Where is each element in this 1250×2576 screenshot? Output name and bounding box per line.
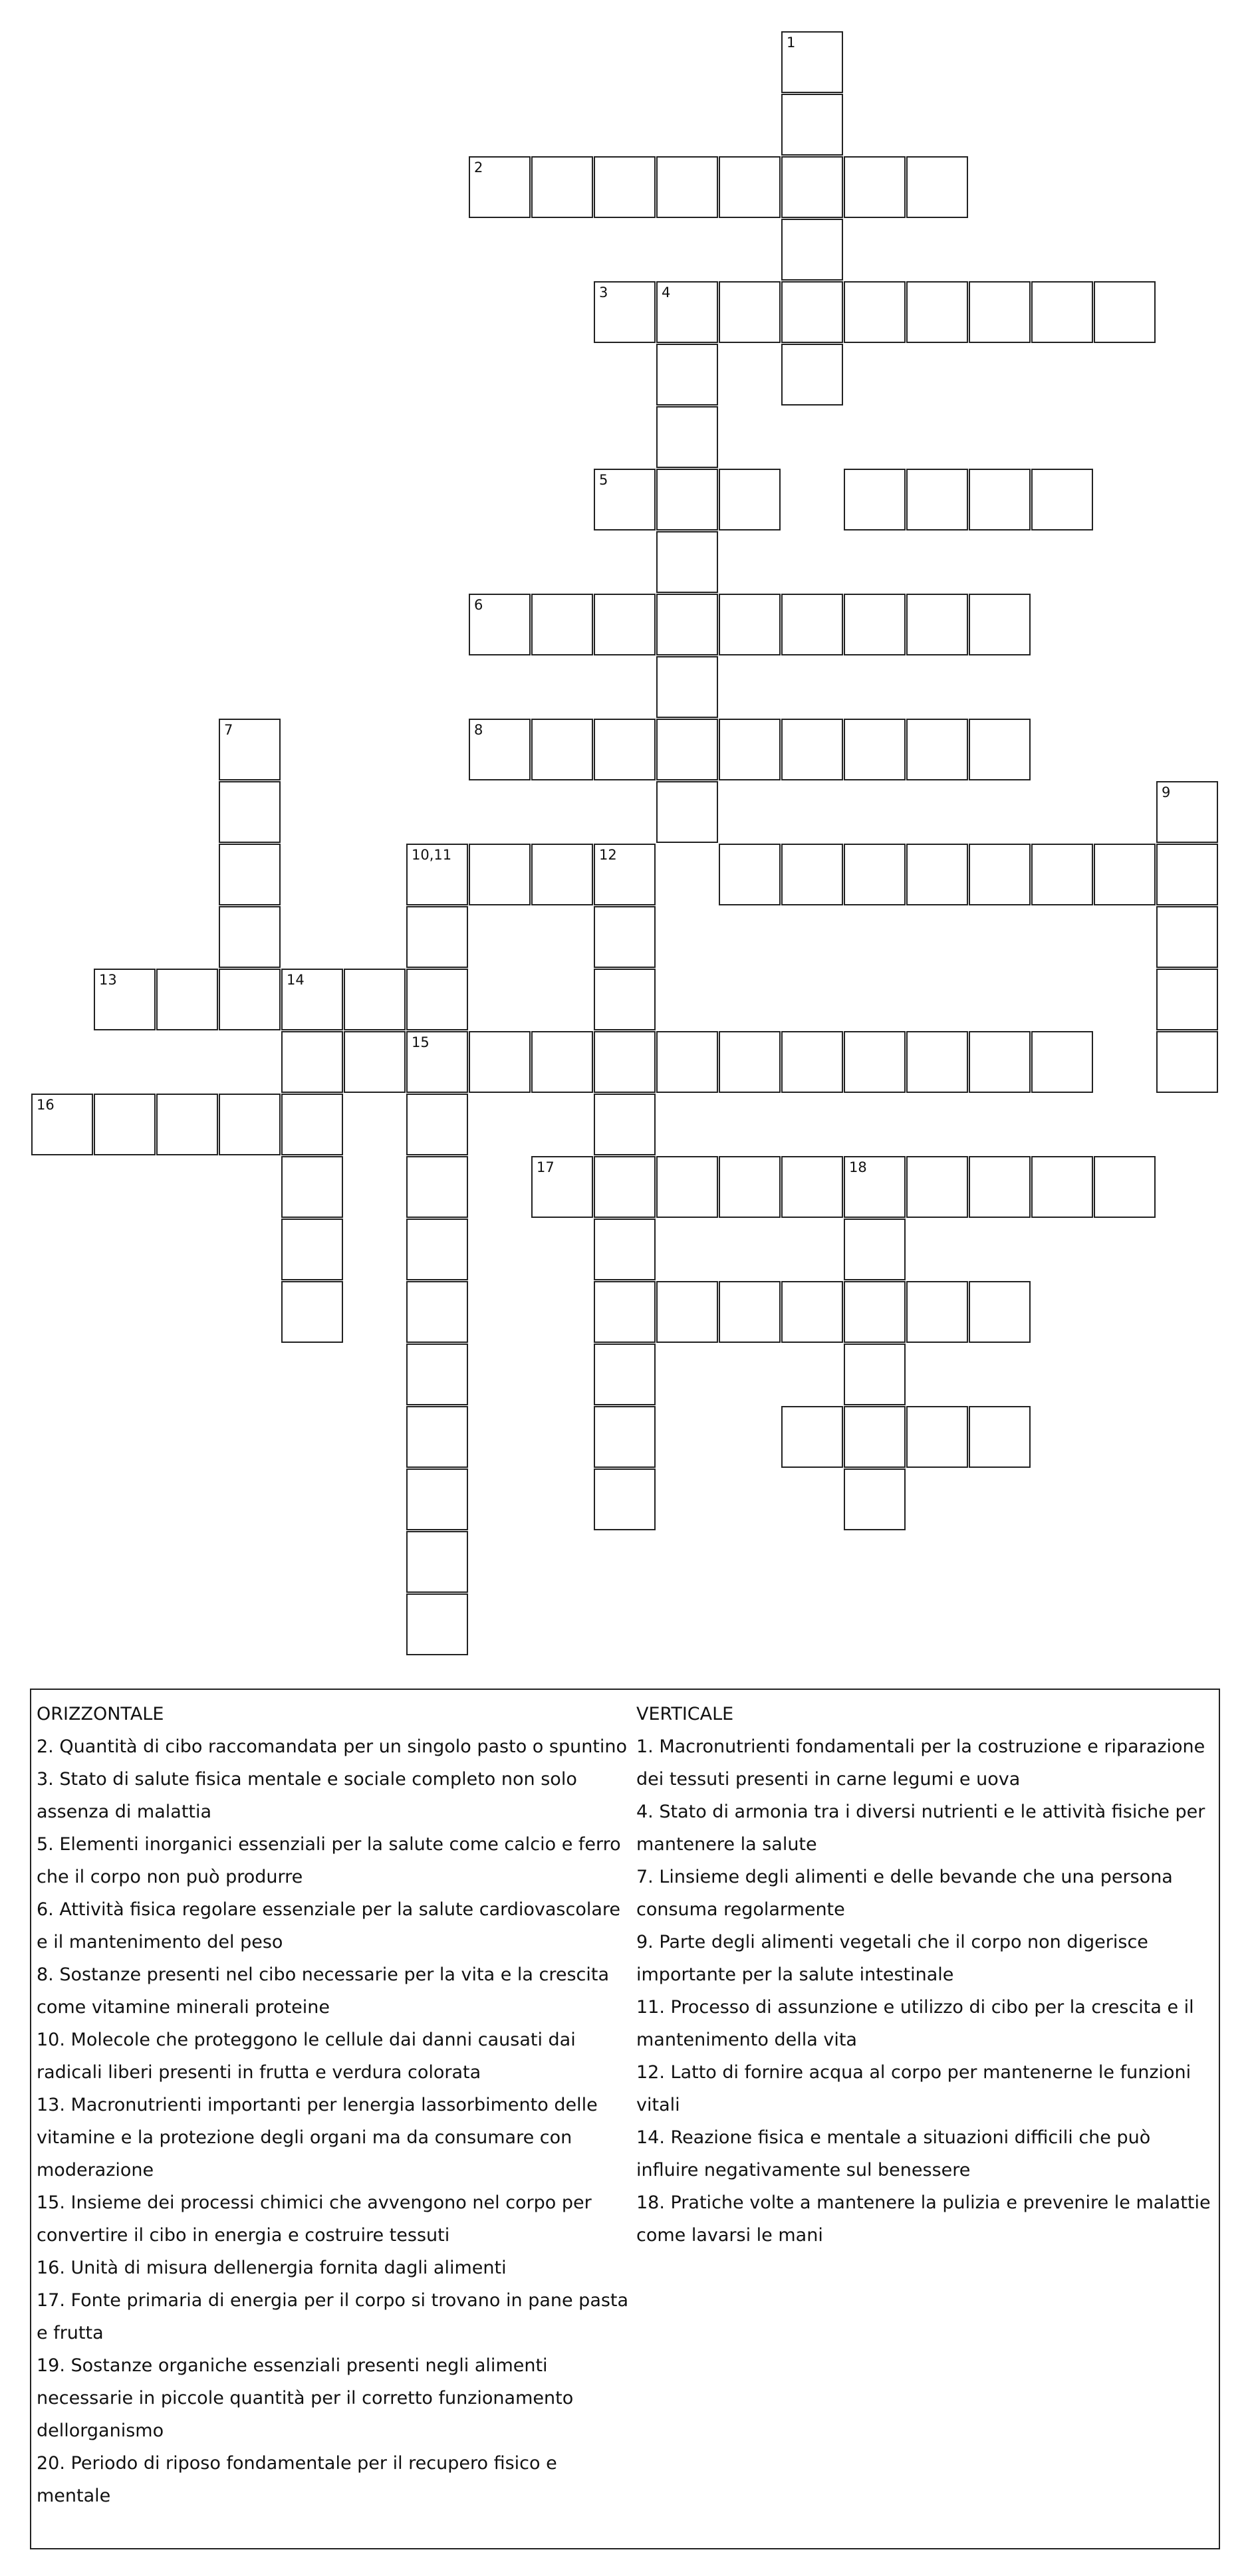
clue-down: 7. Linsieme degli alimenti e delle bevande che una persona consuma regolarmente	[636, 1867, 1173, 1920]
grid-cell[interactable]	[969, 719, 1031, 780]
grid-cell[interactable]	[969, 1406, 1031, 1468]
grid-cell[interactable]	[844, 1031, 906, 1093]
grid-cell[interactable]	[906, 844, 968, 905]
grid-cell[interactable]	[594, 1031, 656, 1093]
grid-cell[interactable]	[531, 594, 593, 655]
grid-cell[interactable]	[781, 594, 843, 655]
clue-across: 13. Macronutrienti importanti per lenergia lassorbimento delle vitamine e la protezione degli organi ma da consumare con moderazione	[37, 2095, 598, 2180]
grid-cell[interactable]	[906, 1406, 968, 1468]
grid-cell[interactable]	[906, 281, 968, 343]
grid-cell[interactable]	[781, 1406, 843, 1468]
grid-cell[interactable]	[656, 281, 718, 343]
grid-cell[interactable]	[844, 1468, 906, 1530]
grid-cell[interactable]	[406, 1094, 468, 1155]
grid-cell[interactable]	[969, 281, 1031, 343]
clue-down: 9. Parte degli alimenti vegetali che il corpo non digerisce importante per la salute intestinale	[636, 1932, 1148, 1985]
clue-across: 10. Molecole che proteggono le cellule dai danni causati dai radicali liberi presenti in frutta e verdura colorata	[37, 2030, 576, 2083]
grid-cell[interactable]	[906, 156, 968, 218]
clue-number: 4	[662, 285, 671, 300]
grid-cell[interactable]	[406, 1406, 468, 1468]
clue-across: 5. Elementi inorganici essenziali per la salute come calcio e ferro che il corpo non può produrre	[37, 1834, 621, 1887]
clue-across: 19. Sostanze organiche essenziali presenti negli alimenti necessarie in piccole quantità per il corretto funzionamento dellorganismo	[37, 2355, 574, 2441]
clue-down: 4. Stato di armonia tra i diversi nutrienti e le attività fisiche per mantenere la salute	[636, 1802, 1205, 1855]
grid-cell[interactable]	[406, 1219, 468, 1280]
grid-cell[interactable]	[156, 969, 218, 1030]
grid-cell[interactable]	[844, 156, 906, 218]
grid-cell[interactable]	[94, 969, 156, 1030]
grid-cell[interactable]	[781, 94, 843, 156]
grid-cell[interactable]	[1094, 1156, 1156, 1218]
grid-cell[interactable]	[844, 1281, 906, 1343]
grid-cell[interactable]	[594, 906, 656, 968]
clue-number: 2	[474, 160, 483, 176]
clue-number: 7	[224, 722, 233, 738]
grid-cell[interactable]	[406, 1031, 468, 1093]
grid-cell[interactable]	[219, 906, 281, 968]
grid-cell[interactable]	[906, 719, 968, 780]
grid-cell[interactable]	[719, 281, 781, 343]
clue-number: 5	[599, 472, 608, 488]
grid-cell[interactable]	[594, 844, 656, 905]
grid-cell[interactable]	[406, 1593, 468, 1655]
grid-cell[interactable]	[719, 156, 781, 218]
grid-cell[interactable]	[969, 1156, 1031, 1218]
grid-cell[interactable]	[969, 594, 1031, 655]
grid-cell[interactable]	[656, 344, 718, 406]
grid-cell[interactable]	[406, 969, 468, 1030]
grid-cell[interactable]	[406, 844, 468, 905]
grid-cell[interactable]	[844, 719, 906, 780]
grid-cell[interactable]	[656, 594, 718, 655]
grid-cell[interactable]	[219, 844, 281, 905]
grid-cell[interactable]	[406, 906, 468, 968]
grid-cell[interactable]	[406, 1531, 468, 1593]
grid-cell[interactable]	[906, 1031, 968, 1093]
grid-cell[interactable]	[781, 1031, 843, 1093]
grid-cell[interactable]	[656, 406, 718, 468]
grid-cell[interactable]	[594, 969, 656, 1030]
grid-cell[interactable]	[906, 594, 968, 655]
grid-cell[interactable]	[656, 781, 718, 843]
grid-cell[interactable]	[594, 1281, 656, 1343]
clue-number: 13	[99, 972, 117, 988]
grid-cell[interactable]	[656, 1156, 718, 1218]
grid-cell[interactable]	[1156, 906, 1218, 968]
grid-cell[interactable]	[594, 1219, 656, 1280]
down-clues	[636, 1698, 1215, 2252]
grid-cell[interactable]	[656, 531, 718, 593]
grid-cell[interactable]	[1156, 969, 1218, 1030]
grid-cell[interactable]	[781, 281, 843, 343]
grid-cell[interactable]	[719, 1156, 781, 1218]
grid-cell[interactable]	[906, 1156, 968, 1218]
grid-cell[interactable]	[656, 1281, 718, 1343]
grid-cell[interactable]	[594, 1156, 656, 1218]
grid-cell[interactable]	[719, 594, 781, 655]
clue-number: 16	[37, 1097, 55, 1113]
clue-down: 1. Macronutrienti fondamentali per la costruzione e riparazione dei tessuti presenti in carne legumi e uova	[636, 1736, 1205, 1790]
grid-cell[interactable]	[719, 469, 781, 530]
grid-cell[interactable]	[219, 1094, 281, 1155]
grid-cell[interactable]	[469, 844, 531, 905]
grid-cell[interactable]	[531, 1031, 593, 1093]
grid-cell[interactable]	[844, 594, 906, 655]
grid-cell[interactable]	[1031, 469, 1093, 530]
grid-cell[interactable]	[1031, 844, 1093, 905]
clue-box	[30, 1689, 1220, 2549]
grid-cell[interactable]	[1031, 1031, 1093, 1093]
clue-number: 6	[474, 597, 483, 613]
grid-cell[interactable]	[594, 1094, 656, 1155]
grid-cell[interactable]	[1156, 844, 1218, 905]
clue-number: 1	[787, 35, 796, 51]
clue-down: 11. Processo di assunzione e utilizzo di cibo per la crescita e il mantenimento della vita	[636, 1997, 1194, 2050]
grid-cell[interactable]	[1156, 781, 1218, 843]
grid-cell[interactable]	[844, 1219, 906, 1280]
grid-cell[interactable]	[969, 1281, 1031, 1343]
grid-cell[interactable]	[469, 156, 531, 218]
clue-across: 2. Quantità di cibo raccomandata per un singolo pasto o spuntino	[37, 1736, 628, 1757]
grid-cell[interactable]	[656, 469, 718, 530]
clue-number: 3	[599, 285, 608, 300]
grid-cell[interactable]	[781, 219, 843, 281]
grid-cell[interactable]	[594, 1344, 656, 1405]
grid-cell[interactable]	[781, 31, 843, 93]
down-clue-list	[636, 1730, 1215, 2252]
grid-cell[interactable]	[1094, 844, 1156, 905]
grid-cell[interactable]	[594, 156, 656, 218]
grid-cell[interactable]	[219, 719, 281, 780]
grid-cell[interactable]	[594, 719, 656, 780]
clue-down: 14. Reazione fisica e mentale a situazioni difficili che può influire negativamente sul benessere	[636, 2127, 1151, 2180]
grid-cell[interactable]	[656, 656, 718, 718]
grid-cell[interactable]	[844, 844, 906, 905]
grid-cell[interactable]	[781, 844, 843, 905]
down-heading: VERTICALE	[636, 1704, 734, 1724]
grid-cell[interactable]	[219, 781, 281, 843]
grid-cell[interactable]	[31, 1094, 93, 1155]
grid-cell[interactable]	[719, 844, 781, 905]
grid-cell[interactable]	[406, 1344, 468, 1405]
grid-cell[interactable]	[781, 719, 843, 780]
grid-cell[interactable]	[594, 1468, 656, 1530]
clue-number: 18	[849, 1159, 867, 1175]
across-clue-list	[37, 1730, 635, 2512]
grid-cell[interactable]	[344, 969, 406, 1030]
grid-cell[interactable]	[219, 969, 281, 1030]
clue-number: 12	[599, 847, 617, 863]
clue-number: 8	[474, 722, 483, 738]
grid-cell[interactable]	[594, 281, 656, 343]
grid-cell[interactable]	[594, 1406, 656, 1468]
grid-cell[interactable]	[719, 1031, 781, 1093]
grid-cell[interactable]	[594, 594, 656, 655]
grid-cell[interactable]	[281, 1094, 343, 1155]
grid-cell[interactable]	[469, 1031, 531, 1093]
clue-down: 18. Pratiche volte a mantenere la pulizia e prevenire le malattie come lavarsi le mani	[636, 2192, 1211, 2246]
clue-across: 3. Stato di salute fisica mentale e sociale completo non solo assenza di malattia	[37, 1769, 577, 1822]
across-clues	[37, 1698, 635, 2512]
grid-cell[interactable]	[1031, 281, 1093, 343]
clue-across: 20. Periodo di riposo fondamentale per il recupero fisico e mentale	[37, 2453, 557, 2506]
clue-number: 15	[412, 1034, 430, 1050]
grid-cell[interactable]	[281, 1031, 343, 1093]
grid-cell[interactable]	[781, 1156, 843, 1218]
grid-cell[interactable]	[469, 719, 531, 780]
grid-cell[interactable]	[406, 1156, 468, 1218]
grid-cell[interactable]	[531, 844, 593, 905]
grid-cell[interactable]	[406, 1468, 468, 1530]
clue-across: 17. Fonte primaria di energia per il corpo si trovano in pane pasta e frutta	[37, 2290, 629, 2343]
grid-cell[interactable]	[969, 469, 1031, 530]
grid-cell[interactable]	[1094, 281, 1156, 343]
grid-cell[interactable]	[844, 1406, 906, 1468]
grid-cell[interactable]	[281, 969, 343, 1030]
grid-cell[interactable]	[969, 844, 1031, 905]
grid-cell[interactable]	[1156, 1031, 1218, 1093]
grid-cell[interactable]	[781, 344, 843, 406]
grid-cell[interactable]	[719, 1281, 781, 1343]
clue-number: 14	[287, 972, 305, 988]
clue-across: 16. Unità di misura dellenergia fornita dagli alimenti	[37, 2258, 507, 2278]
grid-cell[interactable]	[469, 594, 531, 655]
grid-cell[interactable]	[969, 1031, 1031, 1093]
grid-cell[interactable]	[406, 1281, 468, 1343]
clue-across: 6. Attività fisica regolare essenziale per la salute cardiovascolare e il mantenimento del peso	[37, 1899, 621, 1952]
clue-number: 9	[1162, 784, 1171, 800]
grid-cell[interactable]	[531, 719, 593, 780]
grid-cell[interactable]	[594, 469, 656, 530]
grid-cell[interactable]	[656, 719, 718, 780]
grid-cell[interactable]	[656, 156, 718, 218]
across-heading: ORIZZONTALE	[37, 1704, 164, 1724]
grid-cell[interactable]	[531, 1156, 593, 1218]
grid-cell[interactable]	[281, 1156, 343, 1218]
grid-cell[interactable]	[844, 1156, 906, 1218]
grid-cell[interactable]	[281, 1281, 343, 1343]
grid-cell[interactable]	[531, 156, 593, 218]
grid-cell[interactable]	[656, 1031, 718, 1093]
clue-number: 17	[537, 1159, 555, 1175]
clue-number: 10,11	[412, 847, 452, 863]
grid-cell[interactable]	[281, 1219, 343, 1280]
clue-across: 15. Insieme dei processi chimici che avvengono nel corpo per convertire il cibo in energia e costruire tessuti	[37, 2192, 592, 2246]
grid-cell[interactable]	[1031, 1156, 1093, 1218]
grid-cell[interactable]	[781, 1281, 843, 1343]
grid-cell[interactable]	[844, 469, 906, 530]
grid-cell[interactable]	[906, 1281, 968, 1343]
grid-cell[interactable]	[156, 1094, 218, 1155]
grid-cell[interactable]	[906, 469, 968, 530]
clue-down: 12. Latto di fornire acqua al corpo per mantenerne le funzioni vitali	[636, 2062, 1191, 2115]
grid-cell[interactable]	[719, 719, 781, 780]
clue-across: 8. Sostanze presenti nel cibo necessarie per la vita e la crescita come vitamine minerali proteine	[37, 1964, 610, 2018]
grid-cell[interactable]	[844, 281, 906, 343]
grid-cell[interactable]	[781, 156, 843, 218]
grid-cell[interactable]	[344, 1031, 406, 1093]
grid-cell[interactable]	[844, 1344, 906, 1405]
grid-cell[interactable]	[94, 1094, 156, 1155]
